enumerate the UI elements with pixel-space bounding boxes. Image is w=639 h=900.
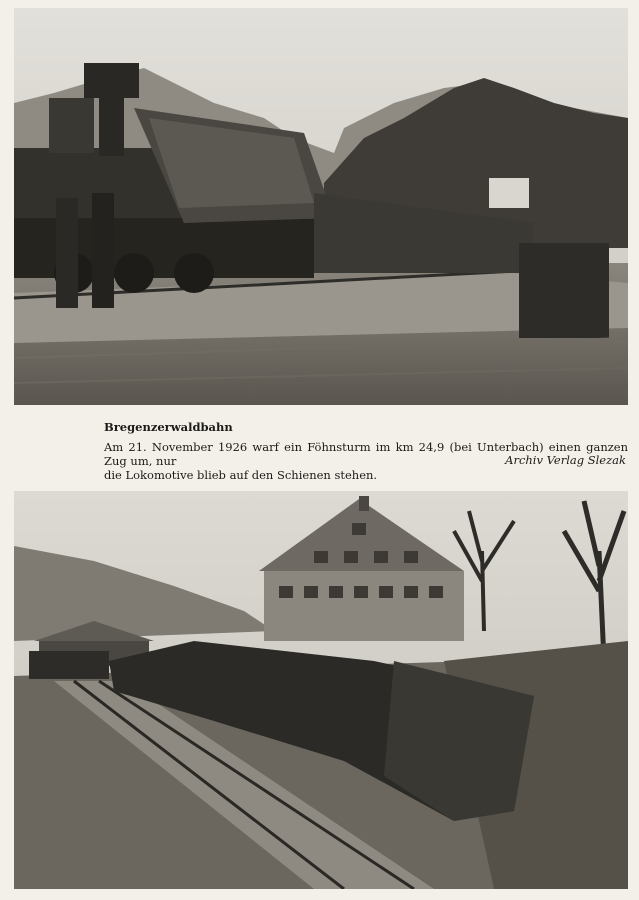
photo-bottom-illustration [14,491,628,889]
caption-line-2: die Lokomotive blieb auf den Schienen stehen. [104,468,378,482]
photo-caption [104,420,628,482]
caption-title: Bregenzerwaldbahn [104,420,233,434]
photo-credit: Archiv Verlag Slezak [505,453,626,467]
photo-overturned-carriages-farmhouse [14,491,628,889]
photo-locomotive-derailed-train [14,8,628,405]
photo-top-illustration [14,8,628,405]
caption-line-1: Am 21. November 1926 warf ein Föhnsturm im km 24,9 (bei Unterbach) einen ganzen Zug um, nur [104,440,628,468]
